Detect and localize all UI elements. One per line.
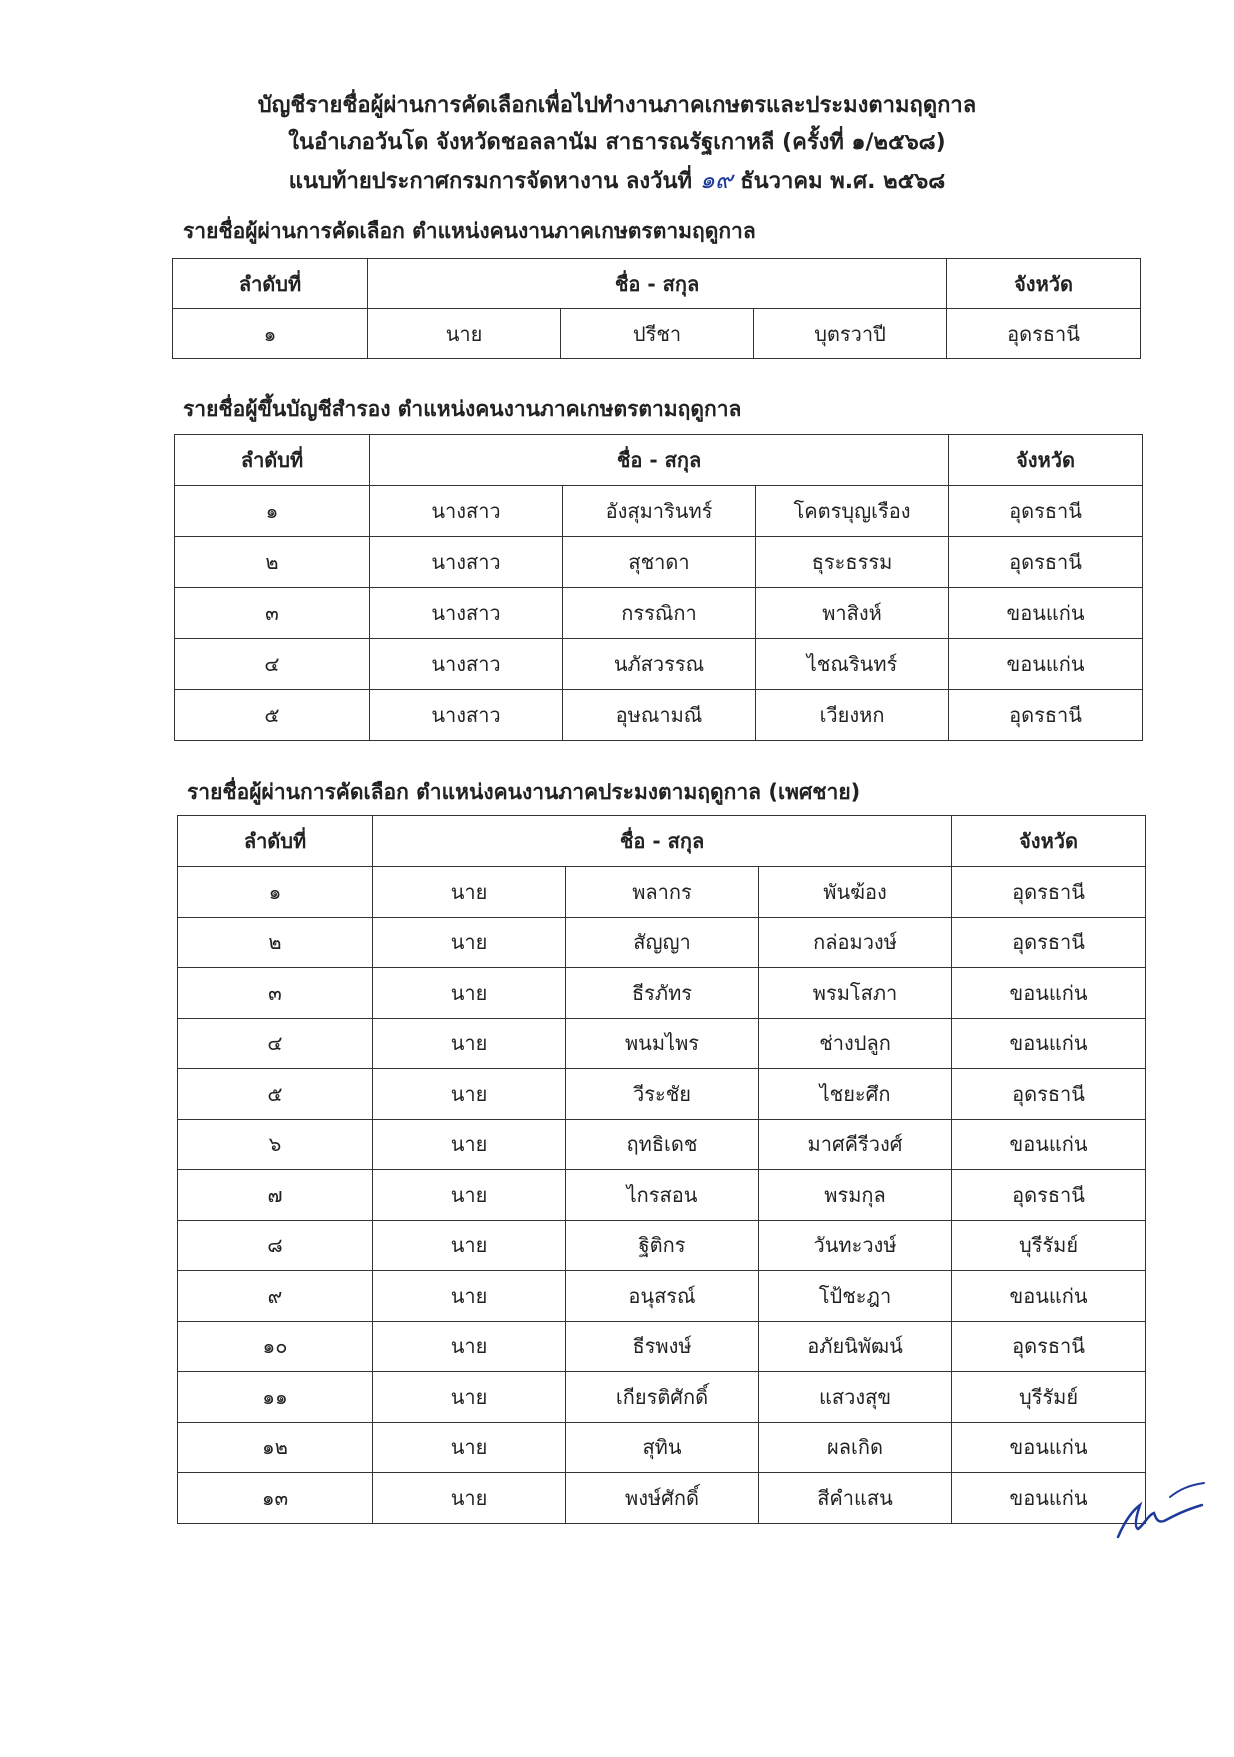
cell-prefix: นางสาว <box>370 690 563 741</box>
cell-no: ๕ <box>178 1069 373 1120</box>
cell-last-name: พรมโสภา <box>759 968 952 1019</box>
cell-province: ขอนแก่น <box>949 639 1143 690</box>
cell-prefix: นาย <box>368 309 561 359</box>
table-row <box>178 917 1146 968</box>
table-header-row <box>175 435 1143 486</box>
cell-prefix: นางสาว <box>370 639 563 690</box>
cell-first-name: อนุสรณ์ <box>566 1271 759 1322</box>
cell-last-name: ไชยะศึก <box>759 1069 952 1120</box>
cell-last-name: พาสิงห์ <box>756 588 949 639</box>
cell-last-name: โคตรบุญเรือง <box>756 486 949 537</box>
cell-no: ๗ <box>178 1170 373 1221</box>
cell-prefix: นางสาว <box>370 588 563 639</box>
cell-last-name: พรมกุล <box>759 1170 952 1221</box>
document-title-line-1: บัญชีรายชื่อผู้ผ่านการคัดเลือกเพื่อไปทำงานภาคเกษตรและประมงตามฤดูกาล <box>257 93 977 118</box>
cell-first-name: พงษ์ศักดิ์ <box>566 1473 759 1524</box>
table-row <box>178 1119 1146 1170</box>
cell-last-name: ผลเกิด <box>759 1422 952 1473</box>
cell-no: ๓ <box>175 588 370 639</box>
cell-last-name: ธุระธรรม <box>756 537 949 588</box>
cell-last-name: บุตรวาปี <box>754 309 947 359</box>
fishery-passed-table <box>177 815 1146 1524</box>
cell-first-name: ธีรพงษ์ <box>566 1321 759 1372</box>
cell-last-name: เวียงหก <box>756 690 949 741</box>
cell-province: อุดรธานี <box>949 690 1143 741</box>
cell-last-name: สีคำแสน <box>759 1473 952 1524</box>
cell-no: ๓ <box>178 968 373 1019</box>
table-row <box>178 1069 1146 1120</box>
cell-prefix: นางสาว <box>370 486 563 537</box>
cell-first-name: อังสุมารินทร์ <box>563 486 756 537</box>
cell-prefix: นาย <box>373 968 566 1019</box>
cell-first-name: เกียรติศักดิ์ <box>566 1372 759 1423</box>
cell-prefix: นาย <box>373 1170 566 1221</box>
document-title-line-2: ในอำเภอวันโด จังหวัดชอลลานัม สาธารณรัฐเกาหลี (ครั้งที่ ๑/๒๕๖๘) <box>288 130 946 155</box>
cell-first-name: ธีรภัทร <box>566 968 759 1019</box>
cell-no: ๒ <box>175 537 370 588</box>
cell-no: ๑๓ <box>178 1473 373 1524</box>
cell-province: อุดรธานี <box>949 486 1143 537</box>
cell-prefix: นาย <box>373 1473 566 1524</box>
cell-province: ขอนแก่น <box>952 1422 1146 1473</box>
cell-no: ๖ <box>178 1119 373 1170</box>
cell-prefix: นาย <box>373 1422 566 1473</box>
announcement-ref: แนบท้ายประกาศกรมการจัดหางาน ลงวันที่ <box>288 169 693 194</box>
table-row <box>178 1372 1146 1423</box>
cell-province: อุดรธานี <box>952 1321 1146 1372</box>
table-header-row <box>173 259 1141 309</box>
cell-last-name: แสวงสุข <box>759 1372 952 1423</box>
handwritten-day: ๑๙ <box>699 166 733 194</box>
agri-reserve-table <box>174 434 1143 741</box>
table-row <box>178 1018 1146 1069</box>
cell-prefix: นาย <box>373 1220 566 1271</box>
table-header-row <box>178 816 1146 867</box>
cell-province: ขอนแก่น <box>952 1473 1146 1524</box>
table-row <box>178 1473 1146 1524</box>
cell-province: อุดรธานี <box>952 1069 1146 1120</box>
cell-first-name: วีระชัย <box>566 1069 759 1120</box>
column-header-no: ลำดับที่ <box>178 816 373 867</box>
cell-no: ๑๑ <box>178 1372 373 1423</box>
cell-last-name: ไชณรินทร์ <box>756 639 949 690</box>
cell-last-name: อภัยนิพัฒน์ <box>759 1321 952 1372</box>
cell-first-name: ฐิติกร <box>566 1220 759 1271</box>
cell-no: ๑ <box>173 309 368 359</box>
column-header-name: ชื่อ - สกุล <box>368 259 947 309</box>
cell-first-name: พลากร <box>566 867 759 918</box>
cell-no: ๙ <box>178 1271 373 1322</box>
document-title-line-3 <box>0 162 1234 200</box>
cell-no: ๑๒ <box>178 1422 373 1473</box>
table-row <box>175 588 1143 639</box>
section-heading-fishery-passed: รายชื่อผู้ผ่านการคัดเลือก ตำแหน่งคนงานภาคประมงตามฤดูกาล (เพศชาย) <box>187 780 861 804</box>
cell-no: ๑๐ <box>178 1321 373 1372</box>
cell-first-name: สุทิน <box>566 1422 759 1473</box>
cell-no: ๔ <box>175 639 370 690</box>
cell-province: อุดรธานี <box>947 309 1141 359</box>
cell-last-name: วันทะวงษ์ <box>759 1220 952 1271</box>
cell-prefix: นาย <box>373 867 566 918</box>
table-row <box>175 690 1143 741</box>
agri-passed-table <box>172 258 1141 359</box>
cell-province: ขอนแก่น <box>952 968 1146 1019</box>
cell-prefix: นาย <box>373 1069 566 1120</box>
table-row <box>178 1170 1146 1221</box>
cell-prefix: นางสาว <box>370 537 563 588</box>
cell-first-name: สุชาดา <box>563 537 756 588</box>
announcement-date: ธันวาคม พ.ศ. ๒๕๖๘ <box>740 169 946 194</box>
table-row <box>178 1220 1146 1271</box>
table-row <box>175 537 1143 588</box>
cell-province: บุรีรัมย์ <box>952 1372 1146 1423</box>
table-row <box>178 867 1146 918</box>
cell-first-name: ปรีชา <box>561 309 754 359</box>
column-header-no: ลำดับที่ <box>175 435 370 486</box>
cell-province: ขอนแก่น <box>949 588 1143 639</box>
cell-province: ขอนแก่น <box>952 1018 1146 1069</box>
cell-last-name: โป้ชะฎา <box>759 1271 952 1322</box>
cell-no: ๒ <box>178 917 373 968</box>
cell-no: ๑ <box>175 486 370 537</box>
table-row <box>178 1422 1146 1473</box>
table-row <box>178 968 1146 1019</box>
cell-no: ๔ <box>178 1018 373 1069</box>
cell-prefix: นาย <box>373 1372 566 1423</box>
cell-prefix: นาย <box>373 1271 566 1322</box>
cell-first-name: สัญญา <box>566 917 759 968</box>
column-header-name: ชื่อ - สกุล <box>373 816 952 867</box>
cell-province: อุดรธานี <box>952 917 1146 968</box>
section-heading-agri-passed: รายชื่อผู้ผ่านการคัดเลือก ตำแหน่งคนงานภาคเกษตรตามฤดูกาล <box>183 219 756 243</box>
table-row <box>175 639 1143 690</box>
signature-mark <box>1110 1475 1210 1545</box>
cell-no: ๘ <box>178 1220 373 1271</box>
table-row <box>175 486 1143 537</box>
cell-prefix: นาย <box>373 1018 566 1069</box>
column-header-province: จังหวัด <box>949 435 1143 486</box>
cell-prefix: นาย <box>373 1119 566 1170</box>
cell-prefix: นาย <box>373 917 566 968</box>
table-row <box>173 309 1141 359</box>
cell-province: ขอนแก่น <box>952 1119 1146 1170</box>
cell-province: อุดรธานี <box>952 867 1146 918</box>
cell-first-name: ไกรสอน <box>566 1170 759 1221</box>
cell-province: อุดรธานี <box>952 1170 1146 1221</box>
cell-first-name: อุษณามณี <box>563 690 756 741</box>
cell-province: ขอนแก่น <box>952 1271 1146 1322</box>
cell-province: บุรีรัมย์ <box>952 1220 1146 1271</box>
column-header-no: ลำดับที่ <box>173 259 368 309</box>
section-heading-agri-reserve: รายชื่อผู้ขึ้นบัญชีสำรอง ตำแหน่งคนงานภาคเกษตรตามฤดูกาล <box>183 397 742 421</box>
table-row <box>178 1321 1146 1372</box>
column-header-name: ชื่อ - สกุล <box>370 435 949 486</box>
cell-first-name: ฤทธิเดช <box>566 1119 759 1170</box>
cell-last-name: มาศคีรีวงศ์ <box>759 1119 952 1170</box>
cell-last-name: กล่อมวงษ์ <box>759 917 952 968</box>
table-row <box>178 1271 1146 1322</box>
cell-prefix: นาย <box>373 1321 566 1372</box>
cell-last-name: พันฆ้อง <box>759 867 952 918</box>
cell-no: ๕ <box>175 690 370 741</box>
cell-first-name: กรรณิกา <box>563 588 756 639</box>
cell-first-name: นภัสวรรณ <box>563 639 756 690</box>
column-header-province: จังหวัด <box>947 259 1141 309</box>
cell-last-name: ช่างปลูก <box>759 1018 952 1069</box>
column-header-province: จังหวัด <box>952 816 1146 867</box>
cell-no: ๑ <box>178 867 373 918</box>
cell-province: อุดรธานี <box>949 537 1143 588</box>
cell-first-name: พนมไพร <box>566 1018 759 1069</box>
